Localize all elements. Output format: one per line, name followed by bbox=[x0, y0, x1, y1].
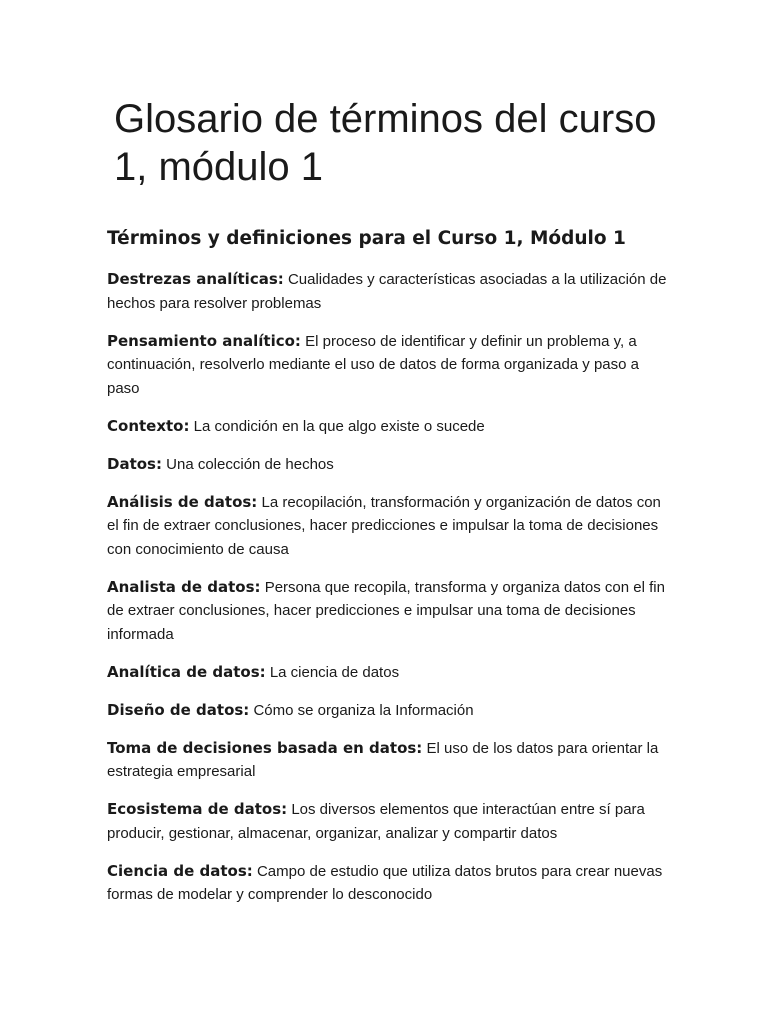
glossary-term: Ciencia de datos: bbox=[107, 861, 253, 880]
glossary-entry-analista-de-datos bbox=[107, 576, 667, 647]
glossary-entry-contexto bbox=[107, 415, 667, 439]
glossary-list bbox=[107, 268, 667, 921]
glossary-definition: El proceso de identificar y definir un problema y, a continuación, resolverlo mediante el uso de datos de forma organizada y paso a paso bbox=[107, 332, 639, 397]
glossary-term: Toma de decisiones basada en datos: bbox=[107, 738, 423, 757]
glossary-entry-diseno-de-datos bbox=[107, 699, 667, 723]
page-title: Glosario de términos del curso 1, módulo 1 bbox=[114, 97, 657, 189]
glossary-entry-destrezas-analiticas bbox=[107, 268, 667, 315]
glossary-definition: El uso de los datos para orientar la estrategia empresarial bbox=[107, 739, 659, 780]
glossary-term: Analítica de datos: bbox=[107, 662, 266, 681]
glossary-term: Pensamiento analítico: bbox=[107, 331, 301, 350]
glossary-definition: Una colección de hechos bbox=[166, 455, 334, 473]
glossary-entry-ecosistema-de-datos bbox=[107, 798, 667, 845]
glossary-definition: Los diversos elementos que interactúan entre sí para producir, gestionar, almacenar, organizar, analizar y compartir datos bbox=[107, 801, 645, 842]
glossary-entry-analisis-de-datos bbox=[107, 491, 667, 562]
glossary-definition: Campo de estudio que utiliza datos brutos para crear nuevas formas de modelar y comprender lo desconocido bbox=[107, 862, 663, 903]
glossary-term: Destrezas analíticas: bbox=[107, 270, 284, 288]
glossary-entry-analitica-de-datos bbox=[107, 661, 667, 685]
glossary-term: Diseño de datos: bbox=[107, 700, 250, 719]
glossary-entry-pensamiento-analitico bbox=[107, 330, 667, 401]
section-heading: Términos y definiciones para el Curso 1, Módulo 1 bbox=[107, 228, 626, 249]
glossary-definition: La ciencia de datos bbox=[269, 663, 400, 681]
glossary-term: Contexto: bbox=[107, 416, 190, 435]
glossary-definition: La condición en la que algo existe o sucede bbox=[193, 417, 485, 435]
glossary-term: Analista de datos: bbox=[107, 577, 261, 596]
glossary-definition: La recopilación, transformación y organización de datos con el fin de extraer conclusiones, hacer predicciones e impulsar la toma de decisiones con conocimiento de causa bbox=[107, 493, 661, 558]
glossary-term: Análisis de datos: bbox=[107, 492, 258, 511]
glossary-entry-datos bbox=[107, 453, 667, 477]
glossary-entry-ciencia-de-datos bbox=[107, 860, 667, 907]
glossary-term: Ecosistema de datos: bbox=[107, 800, 288, 818]
glossary-term: Datos: bbox=[107, 454, 162, 473]
glossary-definition: Cómo se organiza la Información bbox=[253, 701, 474, 719]
glossary-definition: Cualidades y características asociadas a la utilización de hechos para resolver problemas bbox=[107, 271, 667, 312]
glossary-definition: Persona que recopila, transforma y organiza datos con el fin de extraer conclusiones, hacer predicciones e impulsar una toma de decisiones informada bbox=[107, 578, 665, 643]
glossary-entry-toma-de-decisiones bbox=[107, 737, 667, 784]
